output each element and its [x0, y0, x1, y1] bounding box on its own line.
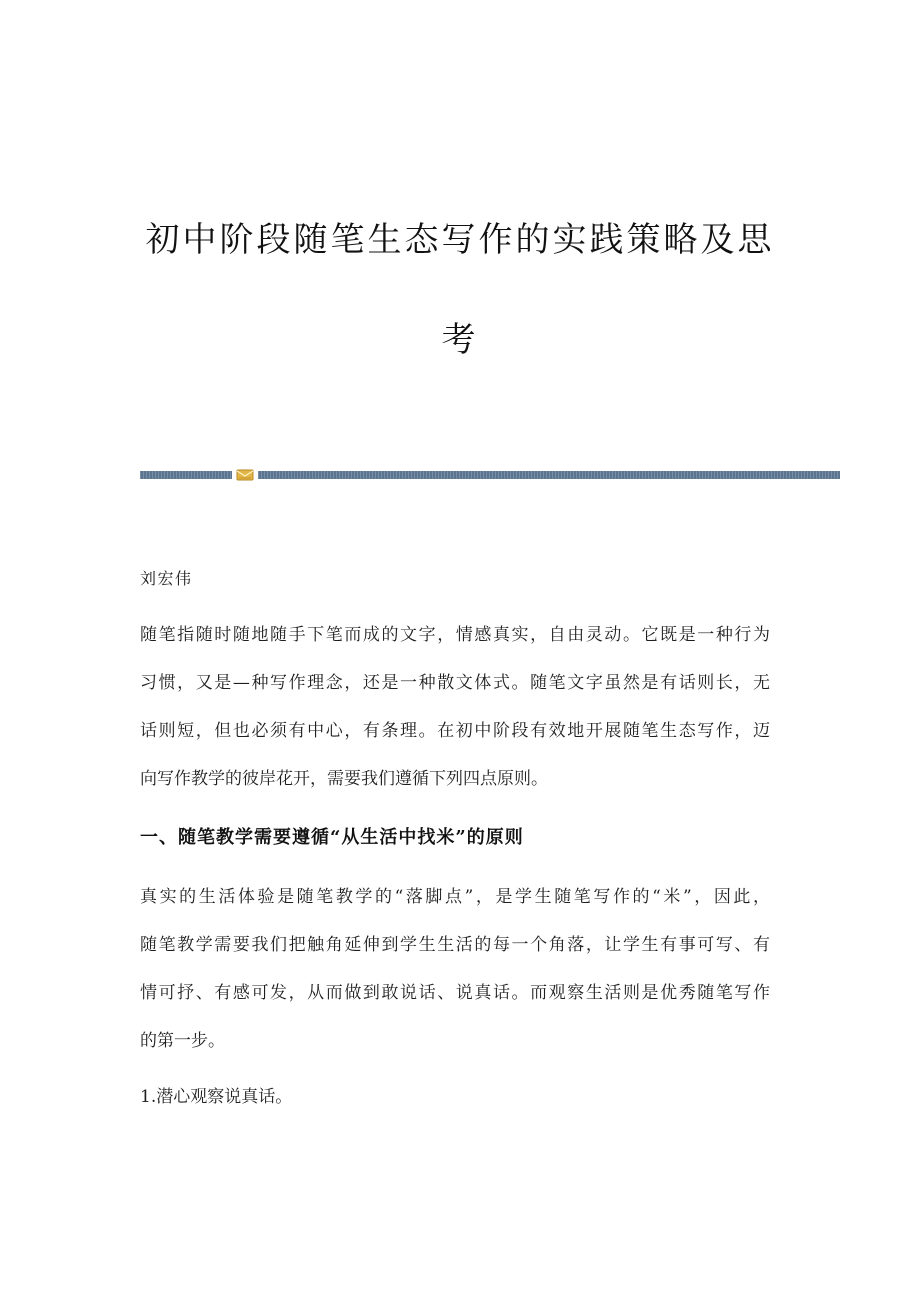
author-name — [140, 555, 770, 603]
intro-paragraph — [140, 611, 770, 803]
title-divider-right — [258, 471, 840, 479]
author-text: 刘宏伟 — [140, 569, 193, 588]
page-title-line-1: 初中阶段随笔生态写作的实践策略及思 — [145, 220, 775, 260]
paragraph-line: 随笔教学需要我们把触角延伸到学生生活的每一个角落，让学生有事可写、有 — [140, 935, 770, 955]
paragraph-line: 情可抒、有感可发，从而做到敢说话、说真话。而观察生活则是优秀随笔写作 — [140, 983, 770, 1003]
numbered-item — [140, 1073, 770, 1121]
title-divider-left — [140, 471, 232, 479]
paragraph-line: 习惯，又是—种写作理念，还是一种散文体式。随笔文字虽然是有话则长，无 — [140, 673, 770, 693]
page-title-line-2: 考 — [441, 320, 479, 360]
section-heading — [140, 814, 770, 862]
paragraph-line: 真实的生活体验是随笔教学的“落脚点”，是学生随笔写作的“米”，因此， — [140, 887, 770, 907]
paragraph-line: 随笔指随时随地随手下笔而成的文字，情感真实，自由灵动。它既是一种行为 — [140, 625, 770, 645]
divider-ornament-icon — [236, 468, 254, 482]
section-heading-text: 一、随笔教学需要遵循“从生活中找米”的原则 — [140, 827, 524, 848]
paragraph-line: 话则短，但也必须有中心，有条理。在初中阶段有效地开展随笔生态写作，迈 — [140, 721, 770, 741]
paragraph-line: 的第一步。 — [140, 1031, 225, 1051]
paragraph-line: 向写作教学的彼岸花开，需要我们遵循下列四点原则。 — [140, 769, 548, 789]
section-paragraph — [140, 873, 770, 1065]
numbered-item-text: 1.潜心观察说真话。 — [140, 1087, 293, 1107]
